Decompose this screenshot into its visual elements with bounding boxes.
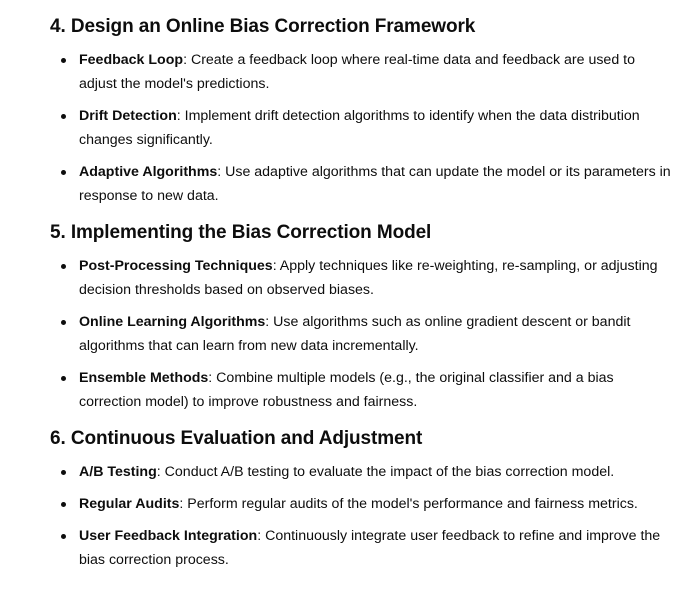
list-item	[50, 48, 672, 96]
section-heading: 6. Continuous Evaluation and Adjustment	[50, 428, 423, 449]
item-text: : Perform regular audits of the model's performance and fairness metrics.	[179, 496, 638, 512]
item-term: Feedback Loop	[79, 52, 184, 68]
item-text: : Combine multiple models (e.g., the original classifier and a bias correction model) to improve robustness and fairness.	[79, 370, 614, 410]
list-item	[50, 492, 672, 516]
item-text: : Apply techniques like re-weighting, re-sampling, or adjusting decision thresholds based on observed biases.	[79, 258, 658, 298]
item-text: : Conduct A/B testing to evaluate the impact of the bias correction model.	[156, 464, 615, 480]
item-term: Online Learning Algorithms	[79, 314, 266, 330]
list-item	[50, 310, 672, 358]
list-item	[50, 460, 672, 484]
list-item	[50, 524, 672, 572]
bullet-icon	[61, 470, 66, 475]
section-continuous-evaluation	[50, 426, 672, 572]
bullet-icon	[61, 534, 66, 539]
list-item	[50, 366, 672, 414]
item-term: A/B Testing	[79, 464, 157, 480]
item-term: Adaptive Algorithms	[79, 164, 218, 180]
section-heading: 4. Design an Online Bias Correction Framework	[50, 16, 476, 37]
bullet-icon	[61, 320, 66, 325]
item-term: User Feedback Integration	[79, 528, 258, 544]
bullet-icon	[61, 114, 66, 119]
bullet-list	[50, 460, 672, 572]
item-term: Ensemble Methods	[79, 370, 209, 386]
bullet-icon	[61, 58, 66, 63]
bullet-icon	[61, 264, 66, 269]
section-heading: 5. Implementing the Bias Correction Model	[50, 222, 432, 243]
item-text: : Use algorithms such as online gradient descent or bandit algorithms that can learn from new data incrementally.	[79, 314, 631, 354]
item-term: Regular Audits	[79, 496, 180, 512]
item-term: Drift Detection	[79, 108, 177, 124]
bullet-icon	[61, 502, 66, 507]
item-term: Post-Processing Techniques	[79, 258, 273, 274]
item-text: : Continuously integrate user feedback to refine and improve the bias correction process.	[79, 528, 661, 568]
item-text: : Implement drift detection algorithms to identify when the data distribution changes significantly.	[79, 108, 640, 148]
list-item	[50, 160, 672, 208]
bullet-list	[50, 48, 672, 208]
list-item	[50, 104, 672, 152]
section-online-framework	[50, 14, 672, 208]
bullet-list	[50, 254, 672, 414]
item-text: : Use adaptive algorithms that can update the model or its parameters in response to new data.	[79, 164, 671, 204]
bullet-icon	[61, 170, 66, 175]
list-item	[50, 254, 672, 302]
section-implementing-model	[50, 220, 672, 414]
bullet-icon	[61, 376, 66, 381]
item-text: : Create a feedback loop where real-time data and feedback are used to adjust the model's predictions.	[79, 52, 635, 92]
